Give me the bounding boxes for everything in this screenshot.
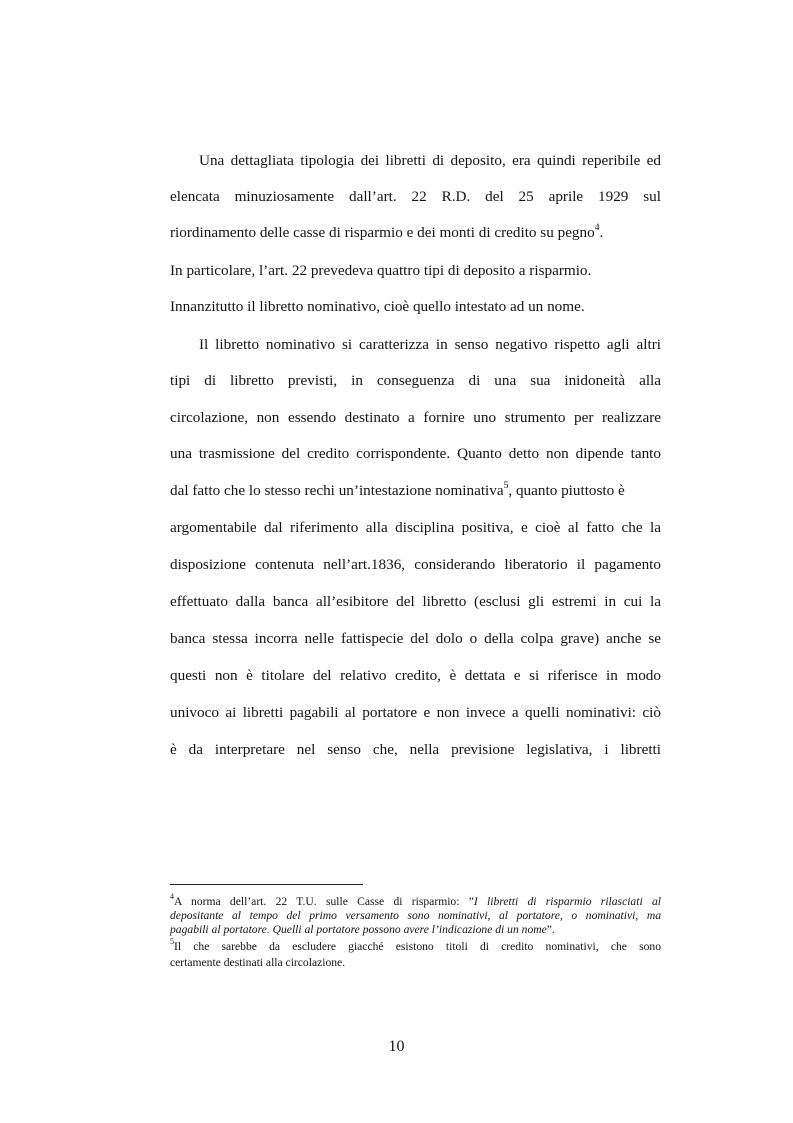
footnote-ref-4: 4 (594, 222, 600, 233)
footnote-separator (170, 884, 363, 885)
footnote-5-line-1 (170, 937, 661, 954)
body-line-13: effettuato dalla banca all’esibitore del libretto (esclusi gli estremi in cui la (170, 593, 661, 610)
body-line-3-text: riordinamento delle casse di risparmio e dei monti di credito su pegno (170, 224, 595, 241)
body-line-8: circolazione, non essendo destinato a fornire uno strumento per realizzare (170, 409, 661, 426)
footnote-5-line-2: certamente destinati alla circolazione. (170, 956, 346, 969)
body-line-3 (170, 223, 661, 243)
body-line-5: Innanzitutto il libretto nominativo, cioè quello intestato ad un nome. (170, 298, 585, 315)
footnote-4-line-3 (170, 923, 661, 937)
body-line-16: univoco ai libretti pagabili al portatore e non invece a quelli nominativi: ciò (170, 704, 661, 721)
footnote-4-quote-2: depositante al tempo del primo versamento sono nominativi, al portatore, o nominativi, ma (170, 909, 661, 922)
footnote-ref-5: 5 (503, 480, 509, 491)
footnote-4-end: ”. (546, 923, 555, 936)
footnote-4-line-1 (170, 892, 661, 909)
body-line-14: banca stessa incorra nelle fattispecie del dolo o della colpa grave) anche se (170, 630, 661, 647)
body-line-15: questi non è titolare del relativo credito, è dettata e si riferisce in modo (170, 667, 661, 684)
footnote-5-number: 5 (170, 937, 174, 947)
body-line-10-end: , quanto piuttosto è (508, 482, 625, 499)
body-line-11: argomentabile dal riferimento alla disciplina positiva, e cioè al fatto che la (170, 519, 661, 536)
body-line-3-end: . (599, 224, 604, 241)
footnote-4-quote: I libretti di risparmio rilasciati al (473, 895, 661, 908)
footnote-4-line-2 (170, 909, 661, 923)
body-line-17: è da interpretare nel senso che, nella previsione legislativa, i libretti (170, 741, 661, 758)
footnote-4-quote-3: pagabili al portatore. Quelli al portatore possono avere l’indicazione di un nome (170, 923, 547, 936)
body-line-9: una trasmissione del credito corrispondente. Quanto detto non dipende tanto (170, 445, 661, 462)
body-line-10-text: dal fatto che lo stesso rechi un’intestazione nominativa (170, 482, 504, 499)
body-line-4: In particolare, l’art. 22 prevedeva quattro tipi di deposito a risparmio. (170, 262, 592, 279)
body-line-1: Una dettagliata tipologia dei libretti di deposito, era quindi reperibile ed (199, 152, 661, 169)
body-line-10 (170, 481, 661, 501)
footnote-4-number: 4 (170, 892, 174, 902)
footnote-4-text: A norma dell’art. 22 T.U. sulle Casse di risparmio: ” (174, 895, 474, 908)
body-line-2: elencata minuziosamente dall’art. 22 R.D. del 25 aprile 1929 sul (170, 188, 661, 205)
footnote-5-text: Il che sarebbe da escludere giacché esistono titoli di credito nominativi, che sono (174, 940, 661, 953)
page-number: 10 (388, 1038, 405, 1055)
body-line-7: tipi di libretto previsti, in conseguenza di una sua inidoneità alla (170, 372, 661, 389)
body-line-6: Il libretto nominativo si caratterizza in senso negativo rispetto agli altri (199, 336, 661, 353)
body-line-12: disposizione contenuta nell’art.1836, considerando liberatorio il pagamento (170, 556, 661, 573)
